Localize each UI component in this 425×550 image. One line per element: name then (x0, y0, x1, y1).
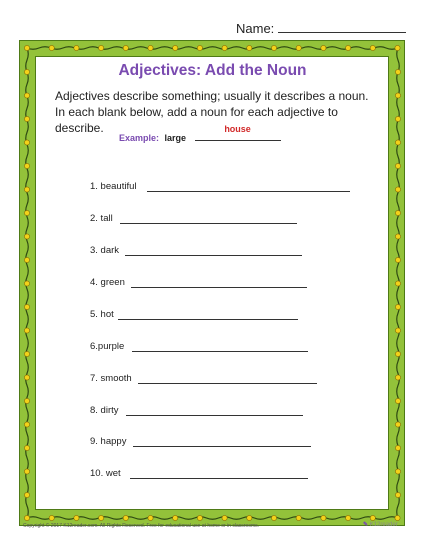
flower-icon (395, 234, 400, 239)
example-label: Example: (119, 133, 160, 143)
item-label: 2. tall (90, 213, 113, 224)
flower-icon (247, 45, 252, 50)
item-label: 8. dirty (90, 405, 119, 416)
flower-icon (370, 515, 375, 520)
flower-icon (370, 45, 375, 50)
flower-icon (24, 375, 29, 380)
flower-icon (346, 515, 351, 520)
flower-icon (24, 45, 29, 50)
answer-blank[interactable] (125, 255, 302, 256)
flower-icon (395, 210, 400, 215)
answer-blank[interactable] (126, 415, 303, 416)
flower-icon (395, 422, 400, 427)
item-label: 6.purple (90, 341, 125, 352)
flower-icon (222, 515, 227, 520)
item-dirty (90, 405, 119, 416)
flower-icon (271, 45, 276, 50)
item-green (90, 277, 125, 288)
flower-icon (24, 210, 29, 215)
flower-icon (395, 375, 400, 380)
worksheet-title: Adjectives: Add the Noun (118, 62, 307, 79)
example-word: large (164, 133, 187, 143)
flower-icon (395, 445, 400, 450)
logo-icon: ✎ (363, 522, 369, 528)
answer-blank[interactable] (130, 478, 308, 479)
flower-icon (24, 328, 29, 333)
item-tall (90, 213, 113, 224)
flower-icon (395, 328, 400, 333)
answer-blank[interactable] (132, 351, 308, 352)
flower-icon (321, 515, 326, 520)
copyright-text: Copyright © 2017 K12reader.com. All Rights Reserved. Free for educational use at home or in classrooms. (23, 523, 260, 529)
flower-icon (24, 163, 29, 168)
example-row (119, 124, 281, 143)
flower-icon (24, 445, 29, 450)
flower-icon (24, 515, 29, 520)
vine-stem (27, 47, 398, 50)
flower-icon (395, 257, 400, 262)
flower-icon (395, 116, 400, 121)
flower-icon (24, 304, 29, 309)
flower-icon (296, 515, 301, 520)
answer-blank[interactable] (131, 287, 307, 288)
flower-icon (395, 281, 400, 286)
flower-icon (197, 515, 202, 520)
flower-icon (148, 515, 153, 520)
name-label: Name: (236, 21, 275, 36)
flower-icon (24, 469, 29, 474)
flower-icon (395, 469, 400, 474)
item-hot (90, 309, 114, 320)
flower-icon (395, 140, 400, 145)
flower-icon (395, 351, 400, 356)
item-label: 10. wet (90, 468, 121, 479)
flower-icon (346, 45, 351, 50)
example-answer: house (224, 124, 251, 134)
item-wet (90, 468, 121, 479)
flower-icon (395, 398, 400, 403)
flower-icon (395, 492, 400, 497)
item-label: 3. dark (90, 245, 120, 256)
flower-icon (395, 187, 400, 192)
flower-icon (24, 257, 29, 262)
flower-icon (271, 515, 276, 520)
flower-icon (49, 515, 54, 520)
flower-icon (49, 45, 54, 50)
item-happy (90, 436, 126, 447)
item-beautiful (90, 181, 136, 192)
flower-icon (24, 234, 29, 239)
flower-icon (24, 281, 29, 286)
answer-blank[interactable] (133, 446, 311, 447)
answer-blank[interactable] (118, 319, 298, 320)
answer-blank[interactable] (138, 383, 317, 384)
vine-stem (27, 517, 398, 520)
flower-icon (123, 515, 128, 520)
flower-icon (395, 515, 400, 520)
answer-blank[interactable] (120, 223, 297, 224)
flower-icon (24, 492, 29, 497)
item-label: 1. beautiful (90, 181, 137, 192)
flower-icon (173, 515, 178, 520)
k12reader-logo (363, 521, 398, 528)
flower-icon (222, 45, 227, 50)
item-label: 9. happy (90, 436, 127, 447)
flower-icon (74, 515, 79, 520)
item-label: 5. hot (90, 309, 114, 320)
flower-icon (395, 93, 400, 98)
answer-blank[interactable] (147, 191, 350, 192)
flower-icon (247, 515, 252, 520)
flower-icon (24, 187, 29, 192)
item-smooth (90, 373, 132, 384)
flower-icon (395, 304, 400, 309)
item-purple (90, 341, 124, 352)
flower-icon (24, 351, 29, 356)
instructions-text: Adjectives describe something; usually it describes a noun. In each blank below, add a noun for each adjective to describe. (55, 89, 369, 135)
flower-icon (173, 45, 178, 50)
flower-icon (24, 140, 29, 145)
item-dark (90, 245, 119, 256)
item-label: 7. smooth (90, 373, 132, 384)
flower-icon (395, 163, 400, 168)
flower-icon (197, 45, 202, 50)
flower-icon (99, 515, 104, 520)
logo-label: K12reader (369, 522, 398, 528)
flower-icon (74, 45, 79, 50)
flower-icon (395, 45, 400, 50)
item-label: 4. green (90, 277, 125, 288)
flower-icon (24, 93, 29, 98)
flower-icon (123, 45, 128, 50)
flower-icon (296, 45, 301, 50)
flower-icon (24, 422, 29, 427)
flower-icon (99, 45, 104, 50)
flower-icon (148, 45, 153, 50)
flower-icon (321, 45, 326, 50)
flower-icon (24, 398, 29, 403)
flower-icon (24, 116, 29, 121)
example-blank (195, 124, 281, 141)
